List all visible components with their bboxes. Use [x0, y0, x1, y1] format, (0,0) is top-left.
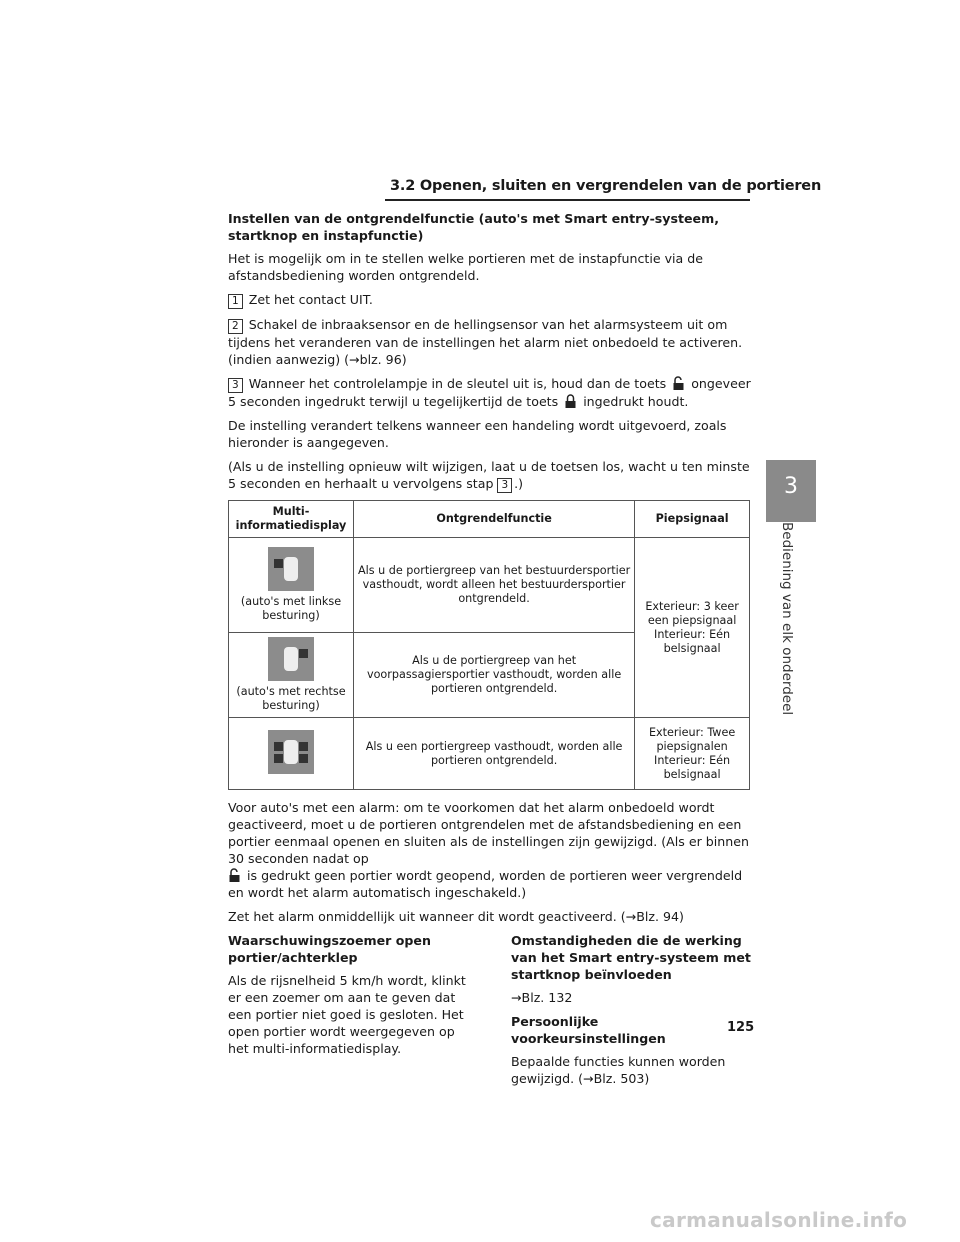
alarm-off-text: Zet het alarm onmiddellijk uit wanneer dit wordt geactiveerd. (→Blz. 94)	[228, 909, 684, 924]
step-2: 2 Schakel de inbraaksensor en de hellingsensor van het alarmsysteem uit om tijdens het veranderen van de instellingen het alarm niet onbedoeld te activeren. (indien aanwezig) (→blz. 96)	[228, 317, 743, 367]
table-row	[229, 538, 750, 633]
function-cell: Als u een portiergreep vasthoudt, worden alle portieren ontgrendeld.	[354, 718, 635, 790]
table-row	[229, 718, 750, 790]
display-cell	[229, 718, 354, 790]
header-rule	[385, 199, 750, 201]
step-ref: 3	[497, 478, 512, 493]
car-display-icon	[268, 637, 314, 681]
step-number: 1	[228, 294, 243, 309]
right-text-2: Bepaalde functies kunnen worden gewijzigd. (→Blz. 503)	[511, 1054, 726, 1086]
beep-cell: Exterieur: 3 keer een piepsignaal Interieur: Eén belsignaal	[635, 538, 750, 718]
step-3: 3 Wanneer het controlelampje in de sleutel uit is, houd dan de toets ongeveer 5 seconden ingedrukt terwijl u tegelijkertijd de toets ingedrukt houdt.	[228, 376, 751, 409]
running-header: 3.2 Openen, sluiten en vergrendelen van de portieren	[390, 178, 822, 194]
chapter-number: 3	[784, 474, 798, 499]
beep-cell: Exterieur: Twee piepsignalen Interieur: Eén belsignaal	[635, 718, 750, 790]
repeat-text: (Als u de instelling opnieuw wilt wijzigen, laat u de toetsen los, wacht u ten minste 5 seconden en herhaalt u vervolgens stap 3 .)	[228, 459, 750, 491]
left-title: Waarschuwingszoemer open portier/achterklep	[228, 933, 431, 965]
display-cell: (auto's met linkse besturing)	[229, 538, 354, 633]
page-number: 125	[727, 1020, 755, 1035]
unlock-icon	[672, 376, 685, 390]
right-title-2: Persoonlijke voorkeursinstellingen	[511, 1014, 666, 1046]
table-header-row	[229, 501, 750, 538]
display-cell: (auto's met rechtse besturing)	[229, 633, 354, 718]
right-ref-1: →Blz. 132	[511, 990, 573, 1005]
col-header-display: Multi-informatiedisplay	[229, 501, 354, 538]
car-display-icon	[268, 730, 314, 774]
right-title-1: Omstandigheden die de werking van het Smart entry-systeem met startknop beïnvloeden	[511, 933, 751, 982]
change-text: De instelling verandert telkens wanneer een handeling wordt uitgevoerd, zoals hieronder is aangegeven.	[228, 418, 727, 450]
chapter-label: Bediening van elk onderdeel	[779, 522, 795, 716]
function-cell: Als u de portiergreep van het voorpassagiersportier vasthoudt, worden alle portieren ontgrendeld.	[354, 633, 635, 718]
unlock-icon	[228, 868, 241, 882]
step-number: 2	[228, 319, 243, 334]
function-cell: Als u de portiergreep van het bestuurdersportier vasthoudt, wordt alleen het bestuurdersportier ontgrendeld.	[354, 538, 635, 633]
right-column	[511, 932, 753, 1094]
step-1: 1 Zet het contact UIT.	[228, 291, 753, 309]
left-text: Als de rijsnelheid 5 km/h wordt, klinkt er een zoemer om aan te geven dat een portier niet goed is gesloten. Het open portier wordt weergegeven op het multi-informatiedisplay.	[228, 973, 466, 1056]
unlock-settings-table	[228, 500, 750, 790]
car-display-icon	[268, 547, 314, 591]
intro-text: Het is mogelijk om in te stellen welke portieren met de instapfunctie via de afstandsbediening worden ontgrendeld.	[228, 251, 704, 283]
col-header-function: Ontgrendelfunctie	[354, 501, 635, 538]
section-title: Instellen van de ontgrendelfunctie (auto's met Smart entry-systeem, startknop en instapfunctie)	[228, 211, 720, 243]
col-header-beep: Piepsignaal	[635, 501, 750, 538]
lock-icon	[564, 394, 577, 408]
two-column-notes	[228, 932, 753, 1094]
watermark: carmanualsonline.info	[650, 1208, 908, 1232]
step-number: 3	[228, 378, 243, 393]
alarm-text: Voor auto's met een alarm: om te voorkomen dat het alarm onbedoeld wordt geactiveerd, moet u de portieren ontgrendelen met de afstandsbediening en een portier eenmaal openen en sluiten als de instellingen zijn gewijzigd. (Als er binnen 30 seconden nadat op is gedrukt geen portier wordt geopend, worden de portieren weer vergrendeld en wordt het alarm automatisch ingeschakeld.)	[228, 800, 749, 900]
left-column	[228, 932, 470, 1094]
main-content	[228, 210, 753, 1094]
